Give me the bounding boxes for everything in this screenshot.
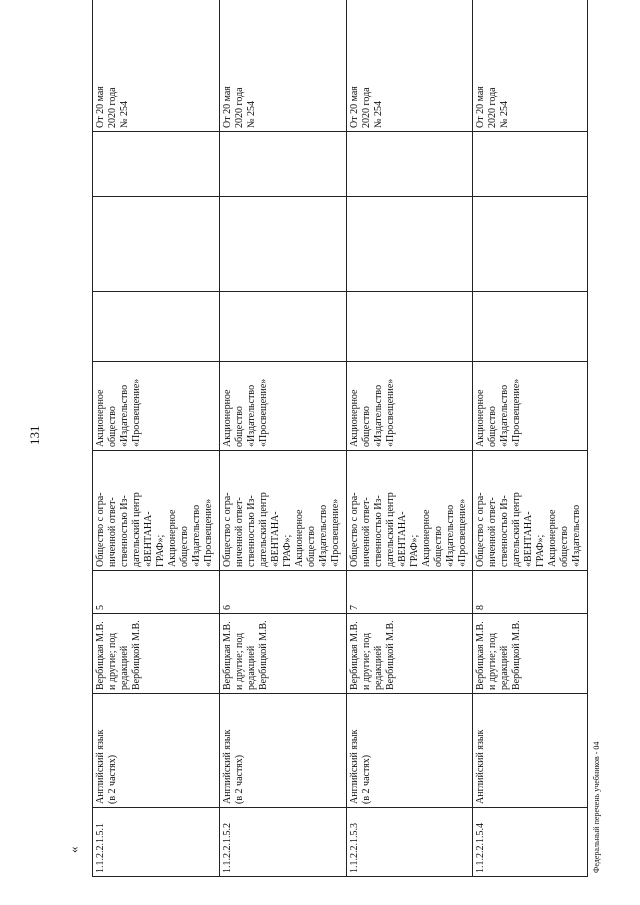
cell-subject: Английский язык (в 2 частях)	[219, 694, 346, 808]
cell-authors: Вербицкая М.В. и другие; под редакцией Вербицкой М.В.	[93, 614, 220, 694]
cell-publisher: Общество с огра- ниченной ответ- ственностью Из- дательский центр «ВЕНТАНА- ГРАФ»; Акционерное общество «Издательство «Просвещение»	[346, 451, 473, 571]
cell-empty	[93, 197, 220, 292]
cell-code: 1.1.2.2.1.5.1	[93, 808, 220, 877]
cell-publisher: Общество с огра- ниченной ответ- ственностью Из- дательский центр «ВЕНТАНА- ГРАФ»; Акционерное общество «Издательство «Просвещение»	[219, 451, 346, 571]
cell-empty	[473, 132, 588, 197]
quote-mark: «	[66, 846, 81, 853]
cell-grade: 7	[346, 571, 473, 614]
cell-empty	[219, 197, 346, 292]
cell-code: 1.1.2.2.1.5.2	[219, 808, 346, 877]
cell-approval-date: От 20 мая 2020 года № 254	[473, 0, 588, 132]
cell-approval-date: От 20 мая 2020 года № 254	[346, 0, 473, 132]
cell-empty	[93, 292, 220, 362]
cell-empty	[93, 132, 220, 197]
footer-text: Федеральный перечень учебников - 04	[592, 741, 601, 873]
cell-subject: Английский язык (в 2 частях)	[346, 694, 473, 808]
cell-authors: Вербицкая М.В. и другие; под редакцией Вербицкой М.В.	[219, 614, 346, 694]
table-row	[93, 0, 220, 877]
cell-empty	[346, 197, 473, 292]
cell-publisher: Общество с огра- ниченной ответ- ственностью Из- дательский центр «ВЕНТАНА- ГРАФ»; Акционерное общество «Издательство	[473, 451, 588, 571]
cell-empty	[346, 292, 473, 362]
cell-authors: Вербицкая М.В. и другие; под редакцией Вербицкой М.В.	[346, 614, 473, 694]
cell-empty	[346, 132, 473, 197]
cell-empty	[473, 197, 588, 292]
cell-publisher-2: Акционерное общество «Издательство «Просвещение»	[473, 362, 588, 451]
cell-subject: Английский язык (в 2 частях)	[93, 694, 220, 808]
cell-code: 1.1.2.2.1.5.4	[473, 808, 588, 877]
cell-publisher: Общество с огра- ниченной ответ- ственностью Из- дательский центр «ВЕНТАНА- ГРАФ»; Акционерное общество «Издательство «Просвещение»	[93, 451, 220, 571]
table-row	[473, 0, 588, 877]
cell-empty	[219, 292, 346, 362]
table-row	[219, 0, 346, 877]
cell-publisher-2: Акционерное общество «Издательство «Просвещение»	[346, 362, 473, 451]
cell-empty	[219, 132, 346, 197]
cell-approval-date: От 20 мая 2020 года № 254	[93, 0, 220, 132]
cell-grade: 5	[93, 571, 220, 614]
cell-subject: Английский язык	[473, 694, 588, 808]
textbook-table	[92, 27, 588, 877]
cell-approval-date: От 20 мая 2020 года № 254	[219, 0, 346, 132]
cell-code: 1.1.2.2.1.5.3	[346, 808, 473, 877]
cell-grade: 6	[219, 571, 346, 614]
page-number: 131	[27, 425, 42, 445]
table-row	[346, 0, 473, 877]
cell-publisher-2: Акционерное общество «Издательство «Просвещение»	[219, 362, 346, 451]
cell-authors: Вербицкая М.В. и другие; под редакцией Вербицкой М.В.	[473, 614, 588, 694]
cell-empty	[473, 292, 588, 362]
cell-publisher-2: Акционерное общество «Издательство «Просвещение»	[93, 362, 220, 451]
cell-grade: 8	[473, 571, 588, 614]
